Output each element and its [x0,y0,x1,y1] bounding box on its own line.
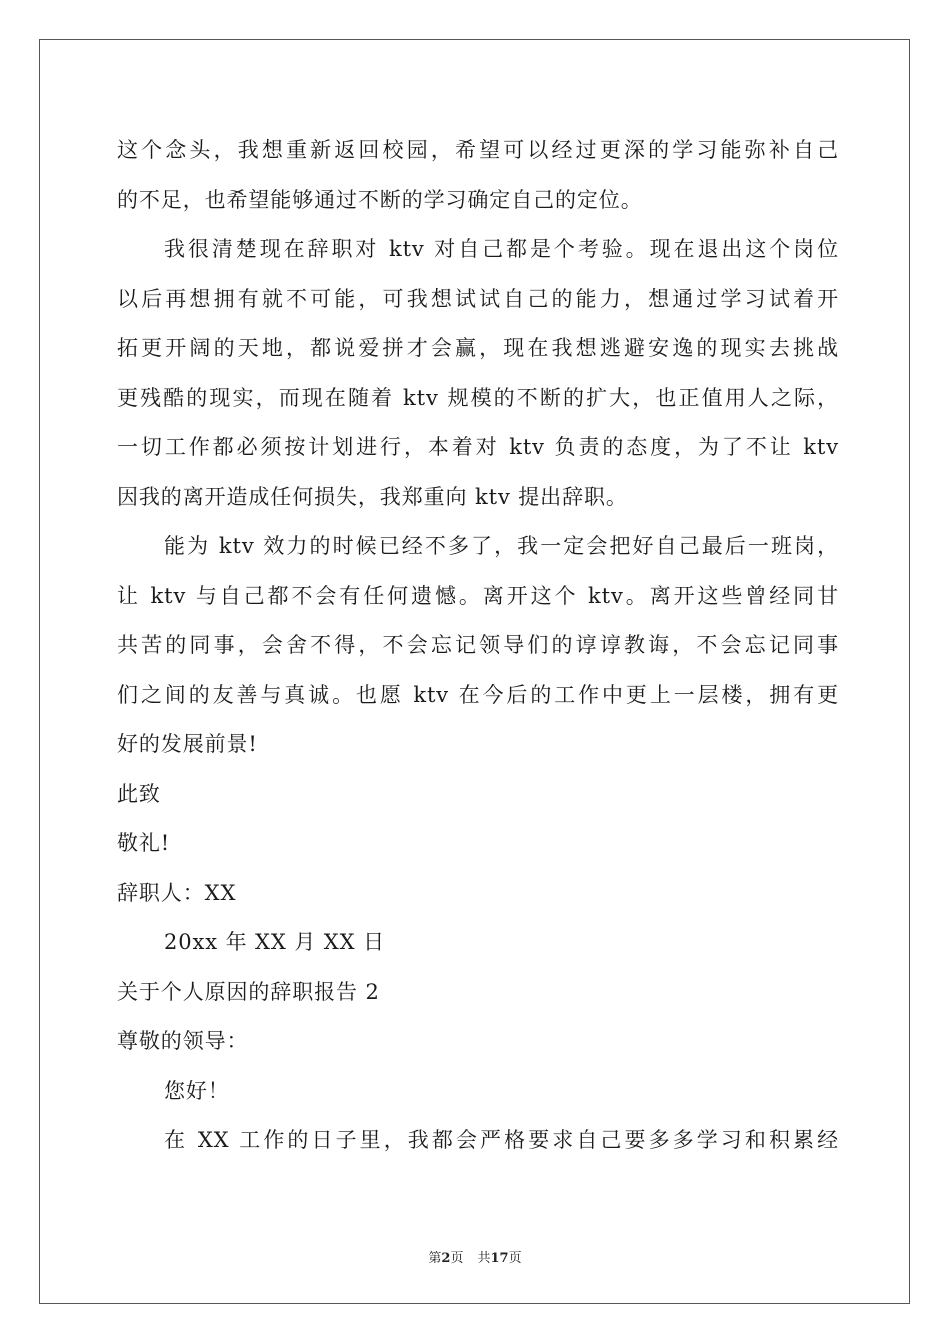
paragraph-line: 能为 ktv 效力的时候已经不多了，我一定会把好自己最后一班岗， [164,534,839,558]
paragraph-line: 在 XX 工作的日子里，我都会严格要求自己要多多学习和积累经 [164,1128,839,1152]
total-prefix: 共 [477,1251,491,1266]
document-body [117,126,839,1166]
paragraph-line: 因我的离开造成任何损失，我郑重向 ktv 提出辞职。 [117,484,628,509]
paragraph-line: 让 ktv 与自己都不会有任何遗憾。离开这个 ktv。离开这些曾经同甘 [117,583,839,608]
paragraph-line: 的不足，也希望能够通过不断的学习确定自己的定位。 [117,187,643,212]
closing-regards: 敬礼! [117,831,171,855]
paragraph-line: 以后再想拥有就不可能，可我想试试自己的能力，想通过学习试着开 [117,286,839,311]
page-label: 页 [450,1251,464,1266]
closing-salutation: 此致 [117,781,161,806]
paragraph-line: 共苦的同事，会舍不得，不会忘记领导们的谆谆教诲，不会忘记同事 [117,633,839,657]
page-current: 2 [441,1251,451,1266]
page-prefix: 第 [428,1251,442,1266]
paragraph-line: 拓更开阔的天地，都说爱拼才会赢，现在我想逃避安逸的现实去挑战 [117,336,839,360]
page-total: 17 [490,1251,509,1266]
paragraph-line: 更残酷的现实，而现在随着 ktv 规模的不断的扩大，也正值用人之际， [117,385,839,410]
paragraph-line: 好的发展前景! [117,732,258,756]
signature-line: 辞职人：XX [117,880,237,905]
paragraph-line: 们之间的友善与真诚。也愿 ktv 在今后的工作中更上一层楼，拥有更 [117,682,839,707]
page-footer [0,1247,950,1266]
paragraph-line: 一切工作都必须按计划进行，本着对 ktv 负责的态度，为了不让 ktv [117,435,839,459]
paragraph-line: 我很清楚现在辞职对 ktv 对自己都是个考验。现在退出这个岗位 [164,237,839,261]
paragraph-line: 这个念头，我想重新返回校园，希望可以经过更深的学习能弥补自己 [117,138,839,162]
greeting-line: 您好！ [164,1078,230,1103]
greeting-recipient: 尊敬的领导： [117,1029,249,1053]
total-suffix: 页 [508,1251,522,1266]
date-line: 20xx 年 XX 月 XX 日 [164,930,385,954]
section-title: 关于个人原因的辞职报告 2 [117,979,380,1004]
